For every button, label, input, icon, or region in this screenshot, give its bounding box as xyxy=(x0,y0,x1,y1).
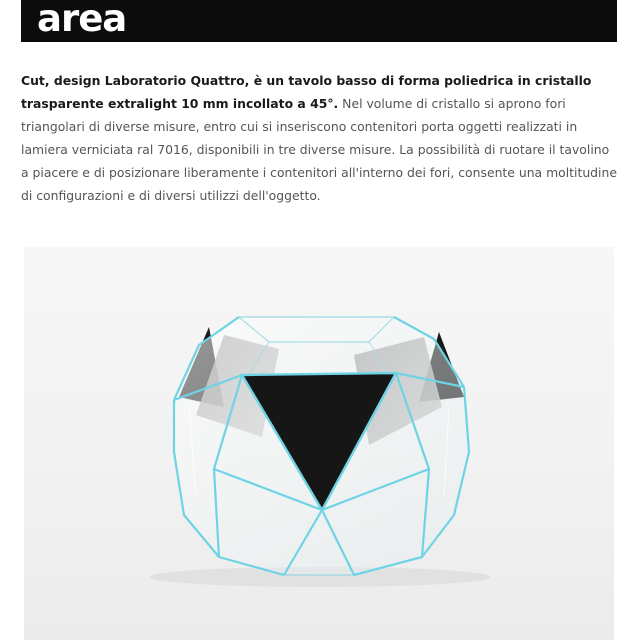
product-photo xyxy=(24,247,614,640)
article-lead: Cut, design Laboratorio Quattro, è un tavolo basso di forma poliedrica in cristallo trasparente extralight 10 mm incollato a 45°. xyxy=(21,73,592,111)
area-logo[interactable]: area xyxy=(37,0,127,40)
article-body: Nel volume di cristallo si aprono fori triangolari di diverse misure, entro cui si inseriscono contenitori porta oggetti realizzati in lamiera verniciata ral 7016, disponibili in tre diverse misure. La possibilità di ruotare il tavolino a piacere e di posizionare liberamente i contenitori all'interno dei fori, consente una moltitudine di configurazioni e di diversi utilizzi dell'oggetto. xyxy=(21,96,617,203)
site-header xyxy=(21,0,617,42)
glass-table-illustration xyxy=(24,247,614,640)
article-paragraph xyxy=(21,69,617,207)
